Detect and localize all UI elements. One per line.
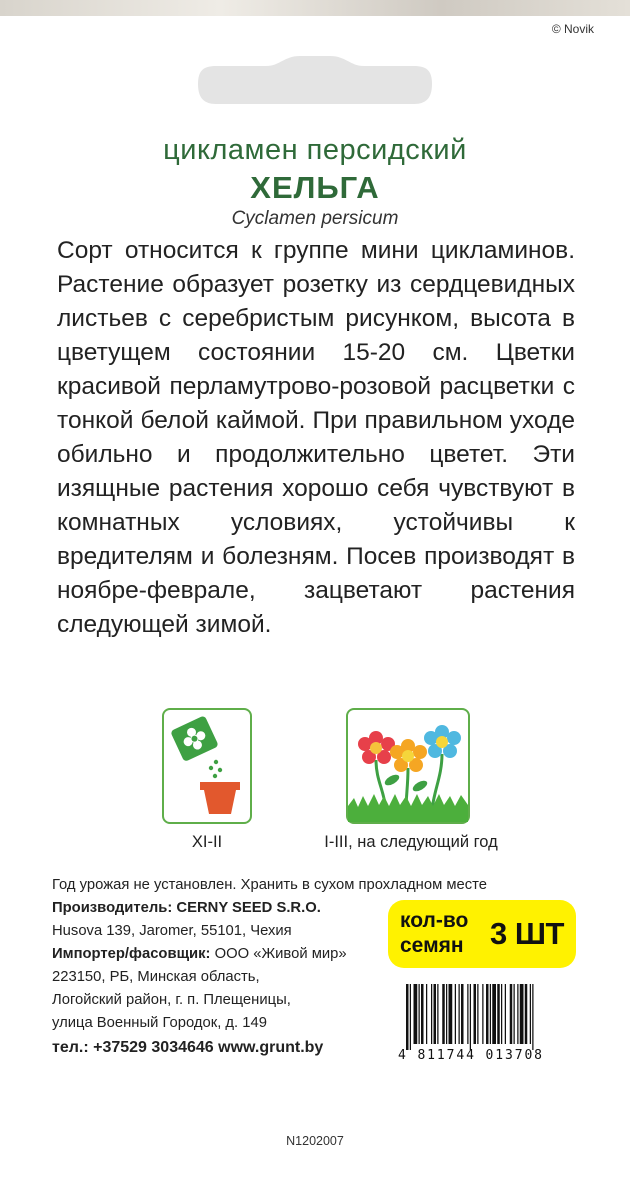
address-line-2: Логойский район, г. п. Плещеницы, <box>52 992 291 1008</box>
importer-label: Импортер/фасовщик: <box>52 946 211 962</box>
address-line-3: улица Военный Городок, д. 149 <box>52 1015 267 1031</box>
barcode <box>404 984 576 1050</box>
storage-note: Год урожая не установлен. Хранить в сухом прохладном месте <box>52 877 488 893</box>
badge-line-2: семян <box>400 934 464 957</box>
contacts: тел.: +37529 3034646 www.grunt.by <box>52 1039 324 1056</box>
address-line-1: 223150, РБ, Минская область, <box>52 969 260 985</box>
flowering-period: I-III, на следующий год <box>324 833 498 851</box>
title-variety: ХЕЛЬГА <box>250 170 380 205</box>
copyright: © Novik <box>551 22 594 36</box>
hang-hole <box>180 54 450 116</box>
barcode-digits: 4 811744 013708 <box>398 1048 544 1063</box>
producer-address: Husova 139, Jaromer, 55101, Чехия <box>52 923 292 939</box>
importer-name: ООО «Живой мир» <box>210 946 347 962</box>
title-latin: Cyclamen persicum <box>231 208 399 229</box>
sowing-pot-icon <box>162 708 252 824</box>
sowing-period: XI-II <box>191 833 223 851</box>
title-common-name: цикламен персидский <box>163 134 467 166</box>
badge-line-1: кол-во <box>400 909 469 932</box>
top-photo-strip <box>0 0 630 16</box>
seed-count-badge <box>388 900 576 968</box>
seed-count-label <box>400 908 468 958</box>
flowers-icon <box>346 708 470 824</box>
seed-count-value: 3 ШТ <box>490 916 564 951</box>
description: Сорт относится к группе мини цикламинов. Растение образует розетку из сердцевидных листьев с серебристым рисунком, высота в цветущем состоянии 15-20 см. Цветки красивой перламутрово-розовой расцветки с тонкой белой каймой. При правильном уходе обильно и продолжительно цветет. Эти изящные растения хорошо себя чувствуют в комнатных условиях, устойчивы к вредителям и болезням. Посев производят в ноябре-феврале, зацветают растения следующей зимой. <box>57 237 575 638</box>
producer: Производитель: CERNY SEED S.R.O. <box>52 900 321 916</box>
article-number: N1202007 <box>286 1134 344 1148</box>
